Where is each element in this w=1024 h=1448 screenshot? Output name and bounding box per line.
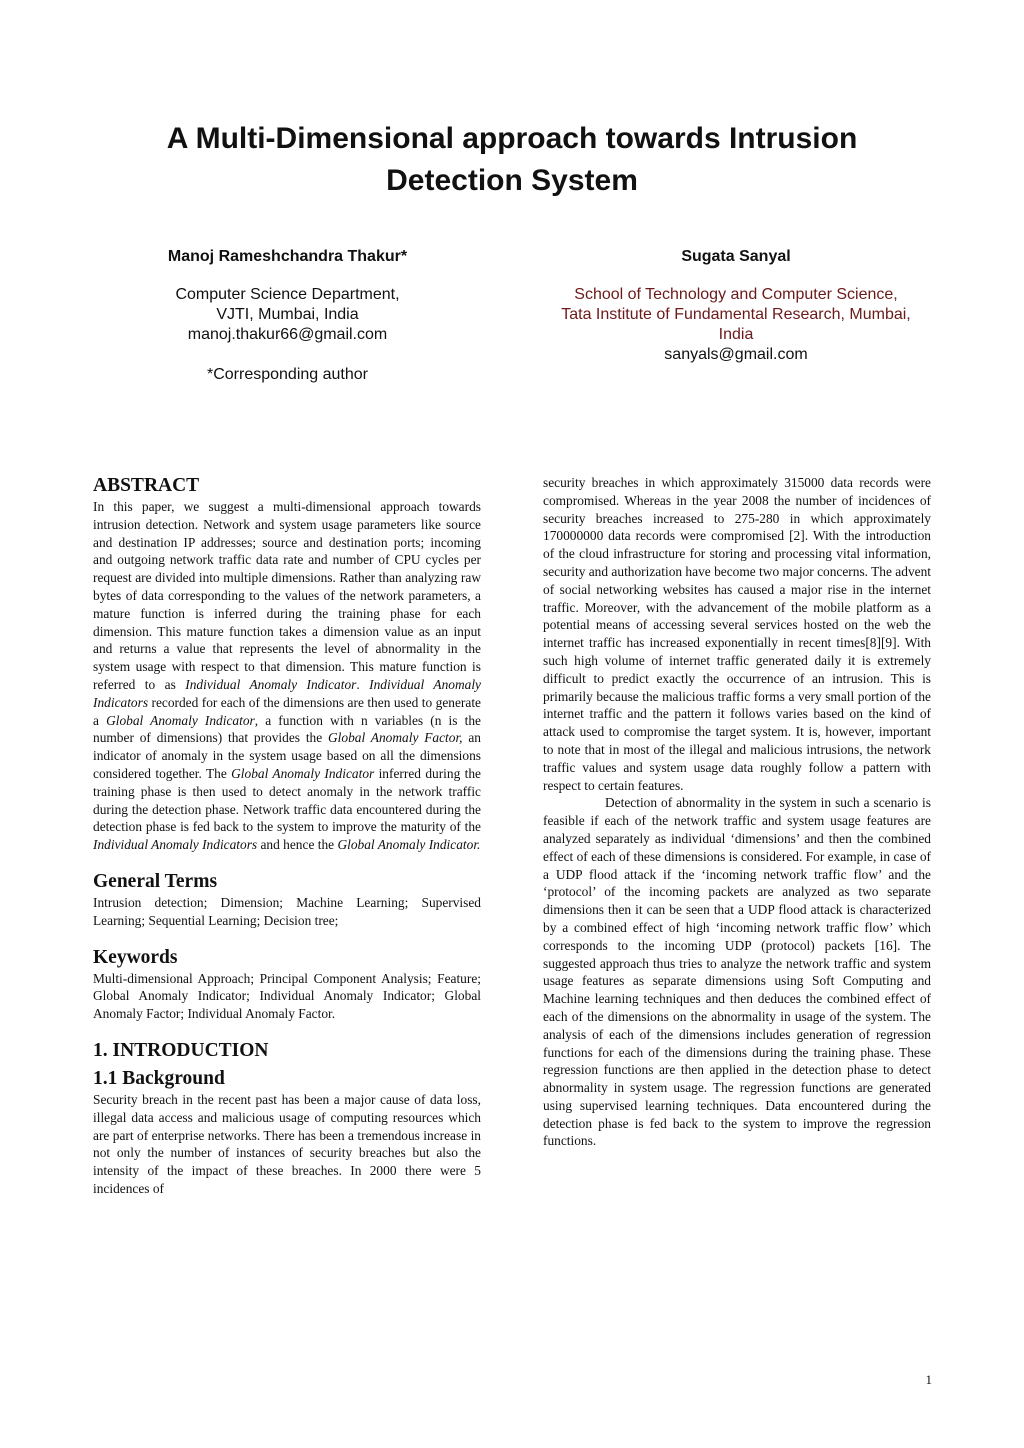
keywords-text: Multi-dimensional Approach; Principal Component Analysis; Feature; Global Anomaly Indicator; Individual Anomaly Indicator; Global Anomaly Factor; Individual Anomaly Factor. [93, 970, 481, 1022]
author-affiliation-line: School of Technology and Computer Science, [574, 286, 898, 303]
paper-title: A Multi-Dimensional approach towards Intrusion Detection System [166, 122, 858, 197]
introduction-paragraph-left: Security breach in the recent past has been a major cause of data loss, illegal data access and malicious usage of computing resources which are part of enterprise networks. There has been a tremendous increase in not only the number of instances of security breaches but also the intensity of the impact of these breaches. In 2000 there were 5 incidences of [93, 1091, 481, 1196]
author-block-first [120, 247, 455, 385]
author-name: Manoj Rameshchandra Thakur* [167, 248, 408, 265]
general-terms-heading: General Terms [93, 870, 218, 892]
page-number: 1 [925, 1372, 932, 1387]
abstract-heading: ABSTRACT [93, 475, 200, 496]
introduction-heading: 1. INTRODUCTION [93, 1039, 269, 1061]
author-affiliation-line: VJTI, Mumbai, India [216, 306, 359, 323]
introduction-paragraph-right-2: Detection of abnormality in the system in such a scenario is feasible if each of the network traffic and system usage features are analyzed separately as individual ‘dimensions’ and then the combined effect of each of these dimensions is considered. For example, in case of a UDP flood attack if the ‘incoming network traffic flow’ and the ‘protocol’ of the incoming packets are analyzed as two separate dimensions then it can be seen that a UDP flood attack is characterized by a combined effect of high ‘incoming network traffic flow’ which corresponds to the incoming UDP (protocol) packets [16]. The suggested approach thus tries to analyze the network traffic and system usage features as separate dimensions using Soft Computing and Machine learning techniques and then deduces the combined effect of each of the dimensions on the abnormality in usage of the system. The analysis of each of the dimensions includes generation of regression functions for each of the dimensions during the training phase. These regression functions are then applied in the detection phase to detect abnormality in system usage. The regression functions are generated using supervised learning techniques. Data encountered during the detection phase is fed back to the system to improve the regression functions. [543, 795, 931, 1149]
abstract-paragraph: In this paper, we suggest a multi-dimensional approach towards intrusion detection. Network and system usage parameters like source and destination IP addresses; source and destination ports; incoming and outgoing network traffic data rate and number of CPU cycles per request are divided into multiple dimensions. Rather than analyzing raw bytes of data corresponding to the values of the network parameters, a mature function is inferred during the training phase for each dimension. This mature function takes a dimension value as an input and returns a value that represents the level of abnormality in the system usage with respect to that dimension. This mature function is referred to as Individual Anomaly Indicator. Individual Anomaly Indicators recorded for each of the dimensions are then used to generate a Global Anomaly Indicator, a function with n variables (n is the number of dimensions) that provides the Global Anomaly Factor, an indicator of anomaly in the system usage based on all the dimensions considered together. The Global Anomaly Indicator inferred during the training phase is then used to detect anomaly in the network traffic during the detection phase. Network traffic data encountered during the detection phase is fed back to the system to improve the maturity of the Individual Anomaly Indicators and hence the Global Anomaly Indicator. [93, 499, 481, 853]
author-email: sanyals@gmail.com [664, 346, 808, 363]
author-name: Sugata Sanyal [681, 248, 791, 265]
author-affiliation-line: India [718, 326, 754, 343]
right-column [543, 474, 931, 1150]
keywords-heading: Keywords [93, 946, 178, 968]
author-affiliation-line: Tata Institute of Fundamental Research, Mumbai, [561, 306, 911, 323]
background-subheading: 1.1 Background [93, 1067, 225, 1089]
author-affiliation-line: Computer Science Department, [175, 286, 400, 303]
general-terms-text: Intrusion detection; Dimension; Machine Learning; Supervised Learning; Sequential Learning; Decision tree; [93, 894, 481, 928]
author-email: manoj.thakur66@gmail.com [187, 326, 388, 343]
corresponding-author-note: *Corresponding author [207, 366, 368, 383]
left-column [93, 474, 481, 1198]
introduction-paragraph-right-1: security breaches in which approximately 315000 data records were compromised. Whereas in the year 2008 the number of incidences of security breaches increased to 275-280 in which approximately 170000000 data records were compromised [2]. With the introduction of the cloud infrastructure for storing and processing vital information, security and authorization have become two major concerns. The advent of social networking websites has caused a major rise in the internet traffic. Moreover, with the advancement of the mobile platform as a potential means of accessing several services hosted on the web the internet traffic has increased exponentially in recent times[8][9]. With such high volume of internet traffic generated daily it is extremely difficult to predict exactly the occurrence of an intrusion. This is primarily because the malicious traffic forms a very small portion of the internet traffic and the pattern it follows varies based on the kind of attack used to compromise the target system. It is, however, important to note that in most of the illegal and malicious intrusions, the network traffic values and system usage data roughly follow a pattern with respect to certain features. [543, 475, 931, 793]
author-block-second [540, 247, 932, 365]
